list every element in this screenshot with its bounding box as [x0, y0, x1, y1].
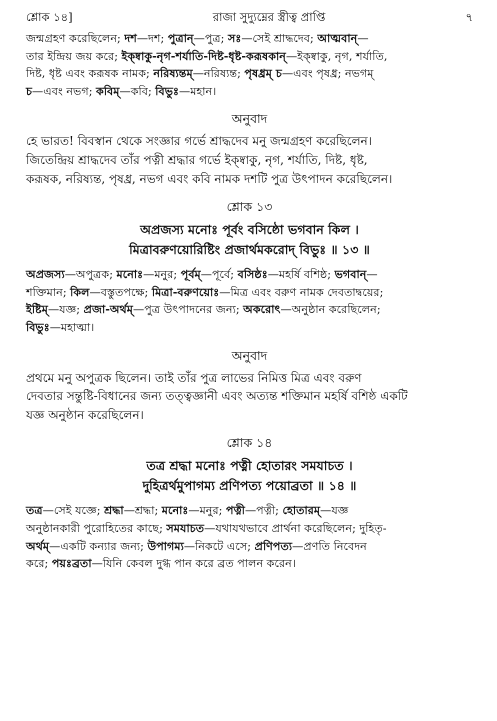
- page-content: [26, 30, 473, 573]
- synonyms-line: চ—এবং নভগ; কবিম্—কবি; বিভুঃ—মহান।: [26, 83, 217, 98]
- section-heading: অনুবাদ: [231, 347, 268, 363]
- sanskrit-verse: [26, 220, 473, 260]
- translation-line: হে ভারত! বিবস্বান থেকে সংজ্ঞার গর্ভে শ্রাদ্ধদেব মনু জন্মগ্রহণ করেছিলেন।: [26, 134, 372, 149]
- translation-line: জিতেন্দ্রিয় শ্রাদ্ধদেব তাঁর পত্নী শ্রদ্ধার গর্ভে ইক্ষ্বাকু, নৃগ, শর্যাতি, দিষ্ট, ধৃষ্ট,: [26, 152, 368, 167]
- synonyms-line: ইষ্টিম্—যজ্ঞ; প্রজা-অর্থম্—পুত্র উৎপাদনের জন্য; অকরোৎ—অনুষ্ঠান করেছিলেন;: [26, 302, 381, 317]
- verse-line: দুহিত্রর্থমুপাগম্য প্রণিপত্য পয়োব্রতা ॥ ১৪ ॥: [142, 478, 357, 494]
- synonyms-line: অর্থম্—একটি কন্যার জন্য; উপাগম্য—নিকটে এসে; প্রণিপত্য—প্রণতি নিবেদন: [26, 538, 367, 553]
- page-number: ৭: [465, 10, 473, 24]
- translation-line: দেবতার সন্তুষ্টি-বিধানের জন্য তত্ত্বজ্ঞানী এবং অত্যন্ত শক্তিমান মহর্ষি বশিষ্ঠ একটি: [26, 389, 408, 404]
- section-heading: অনুবাদ: [231, 111, 268, 127]
- synonyms-line: দিষ্ট, ধৃষ্ট এবং করূষক নামক; নরিষ্যন্তম্—নরিষ্যন্ত; পৃষধ্রম্ চ—এবং পৃষধ্র; নভগম্: [26, 66, 374, 81]
- synonyms-block: [26, 30, 473, 100]
- chapter-title: রাজা সুদ্যুম্নের স্ত্রীত্ব প্রাপ্তি: [212, 10, 326, 24]
- section-heading: শ্লোক ১৩: [226, 199, 273, 215]
- synonyms-line: বিভুঃ—মহাত্মা।: [26, 319, 95, 334]
- synonyms-line: তত্র—সেই যজ্ঞে; শ্রদ্ধা—শ্রদ্ধা; মনোঃ—মনুর; পত্নী—পত্নী; হোতারম্—যজ্ঞ: [26, 503, 349, 518]
- sanskrit-verse: [26, 456, 473, 496]
- synonyms-line: অনুষ্ঠানকারী পুরোহিতের কাছে; সমযাচত—যথাযথভাবে প্রার্থনা করেছিলেন; দুহিতৃ-: [26, 520, 387, 535]
- section-heading: শ্লোক ১৪: [226, 435, 273, 451]
- translation-block: [26, 132, 473, 188]
- synonyms-line: শক্তিমান; কিল—বস্তুতপক্ষে; মিত্রা-বরুণয়োঃ—মিত্র এবং বরুণ নামক দেবতাদ্বয়ের;: [26, 284, 384, 299]
- verse-line: তত্র শ্রদ্ধা মনোঃ পত্নী হোতারং সমযাচত ।: [146, 458, 353, 474]
- synonyms-line: জন্মগ্রহণ করেছিলেন; দশ—দশ; পুত্রান্—পুত্র; সঃ—সেই শ্রাদ্ধদেব; আত্মবান্—: [26, 31, 369, 45]
- verse-line: মিত্রাবরুণয়োরিষ্টিং প্রজার্থমকরোদ্ বিভুঃ ॥ ১৩ ॥: [129, 242, 370, 258]
- translation-line: করূষক, নরিষ্যন্ত, পৃষধ্র, নভগ এবং কবি নামক দশটি পুত্র উৎপাদন করেছিলেন।: [26, 171, 393, 186]
- verse-line: অপ্রজস্য মনোঃ পূর্বং বসিষ্ঠো ভগবান কিল ।: [140, 222, 359, 238]
- synonyms-line: তার ইন্দ্রিয় জয় করে; ইক্ষ্বাকু-নৃগ-শর্যাতি-দিষ্ট-ধৃষ্ট-করূষকান্—ইক্ষ্বাকু, নৃগ, শর্যাতি,: [26, 48, 388, 63]
- synonyms-line: অপ্রজস্য—অপুত্রক; মনোঃ—মনুর; পূর্বম্—পূর্বে; বসিষ্ঠঃ—মহর্ষি বশিষ্ঠ; ভগবান্—: [26, 267, 378, 282]
- translation-line: প্রথমে মনু অপুত্রক ছিলেন। তাই তাঁর পুত্র লাভের নিমিত্ত মিত্র এবং বরুণ: [26, 370, 362, 385]
- translation-line: যজ্ঞ অনুষ্ঠান করেছিলেন।: [26, 407, 144, 422]
- running-header: [26, 8, 473, 26]
- synonyms-block: [26, 266, 473, 336]
- synonyms-line: করে; পয়ঃব্রতা—যিনি কেবল দুগ্ধ পান করে ব্রত পালন করেন।: [26, 556, 296, 571]
- translation-block: [26, 369, 473, 425]
- verse-reference: শ্লোক ১৪]: [26, 10, 73, 24]
- synonyms-block: [26, 502, 473, 572]
